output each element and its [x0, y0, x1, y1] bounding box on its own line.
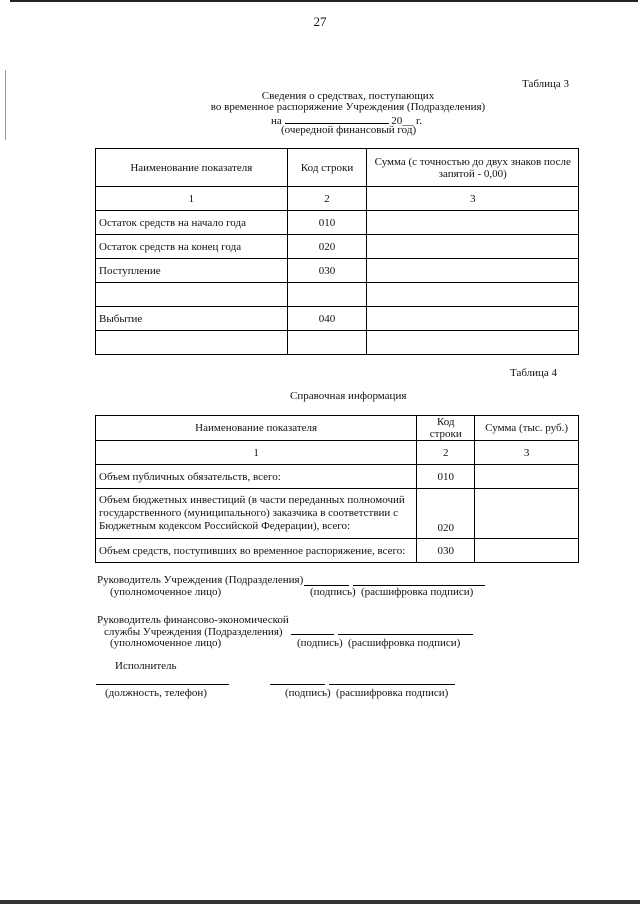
table3-colnum-row [96, 187, 579, 211]
table-row [96, 259, 579, 283]
table4-header-row [96, 416, 579, 441]
row-code [287, 331, 367, 355]
row-code: 040 [287, 307, 367, 331]
fin-signature-label-1: Руководитель финансово-экономической [97, 614, 289, 626]
table-row [96, 331, 579, 355]
row-name: Остаток средств на начало года [96, 211, 288, 235]
table-row [96, 307, 579, 331]
row-sum [475, 489, 579, 539]
row-code: 030 [417, 539, 475, 563]
row-sum [367, 235, 579, 259]
table-row [96, 283, 579, 307]
row-name: Остаток средств на конец года [96, 235, 288, 259]
table3-header-row [96, 149, 579, 187]
page-number: 27 [313, 14, 327, 29]
table4-header-code: Код строки [417, 416, 475, 441]
row-code [287, 283, 367, 307]
row-code: 020 [287, 235, 367, 259]
position-line [96, 684, 229, 685]
table3-date-prefix: на [271, 115, 282, 127]
table3-title-line2: во временное распоряжение Учреждения (Подразделения) [210, 101, 486, 113]
table3-colnum: 1 [96, 187, 288, 211]
row-name [96, 331, 288, 355]
table3-colnum: 2 [287, 187, 367, 211]
head-sign-caption: (подпись) [310, 586, 356, 598]
table3-subtitle: (очередной финансовый год) [281, 124, 417, 136]
table3-header-code: Код строки [287, 149, 367, 187]
row-name: Поступление [96, 259, 288, 283]
row-code: 020 [417, 489, 475, 539]
table4-header-name: Наименование показателя [96, 416, 417, 441]
table-row [96, 465, 579, 489]
signature-line [291, 634, 334, 635]
table4-colnum-row [96, 441, 579, 465]
table3-header-sum: Сумма (с точностью до двух знаков после запятой - 0,00) [367, 149, 579, 187]
signature-decode-line [338, 634, 473, 635]
table3-title-line1: Сведения о средствах, поступающих [261, 90, 435, 102]
table3-label: Таблица 3 [522, 78, 570, 90]
row-name [96, 283, 288, 307]
table4-colnum: 1 [96, 441, 417, 465]
table3-colnum: 3 [367, 187, 579, 211]
exec-decode-caption: (расшифровка подписи) [336, 687, 449, 699]
row-sum [367, 259, 579, 283]
table3-header-name: Наименование показателя [96, 149, 288, 187]
head-signature-label: Руководитель Учреждения (Подразделения) [97, 574, 304, 586]
head-decode-caption: (расшифровка подписи) [361, 586, 474, 598]
row-sum [367, 331, 579, 355]
table4 [95, 415, 579, 563]
table4-colnum: 3 [475, 441, 579, 465]
row-sum [367, 211, 579, 235]
scan-top-edge [10, 0, 638, 2]
table3-date-year: 20__ г. [391, 115, 423, 127]
row-code: 010 [287, 211, 367, 235]
table-row [96, 235, 579, 259]
exec-sign-caption: (подпись) [285, 687, 331, 699]
head-authorized-caption: (уполномоченное лицо) [110, 586, 222, 598]
row-sum [475, 465, 579, 489]
row-name: Выбытие [96, 307, 288, 331]
table4-label: Таблица 4 [510, 367, 558, 379]
table4-title: Справочная информация [290, 390, 407, 402]
fin-decode-caption: (расшифровка подписи) [348, 637, 461, 649]
signature-line [270, 684, 325, 685]
exec-position-caption: (должность, телефон) [105, 687, 207, 699]
row-code: 010 [417, 465, 475, 489]
row-name: Объем бюджетных инвестиций (в части переданных полномочий государственного (муниципального) заказчика в соответствии с Бюджетным кодексом Российской Федерации), всего: [96, 489, 417, 539]
row-name: Объем публичных обязательств, всего: [96, 465, 417, 489]
scan-bottom-edge [0, 900, 640, 904]
date-blank [285, 113, 389, 124]
row-code: 030 [287, 259, 367, 283]
table-row [96, 489, 579, 539]
signature-decode-line [329, 684, 455, 685]
fin-sign-caption: (подпись) [297, 637, 343, 649]
row-sum [367, 307, 579, 331]
executor-label: Исполнитель [115, 660, 177, 672]
row-sum [475, 539, 579, 563]
table-row [96, 539, 579, 563]
table4-header-sum: Сумма (тыс. руб.) [475, 416, 579, 441]
row-sum [367, 283, 579, 307]
table3 [95, 148, 579, 355]
table4-colnum: 2 [417, 441, 475, 465]
fin-authorized-caption: (уполномоченное лицо) [110, 637, 222, 649]
row-name: Объем средств, поступивших во временное распоряжение, всего: [96, 539, 417, 563]
fin-signature-label-2: службы Учреждения (Подразделения) [104, 626, 283, 638]
table-row [96, 211, 579, 235]
